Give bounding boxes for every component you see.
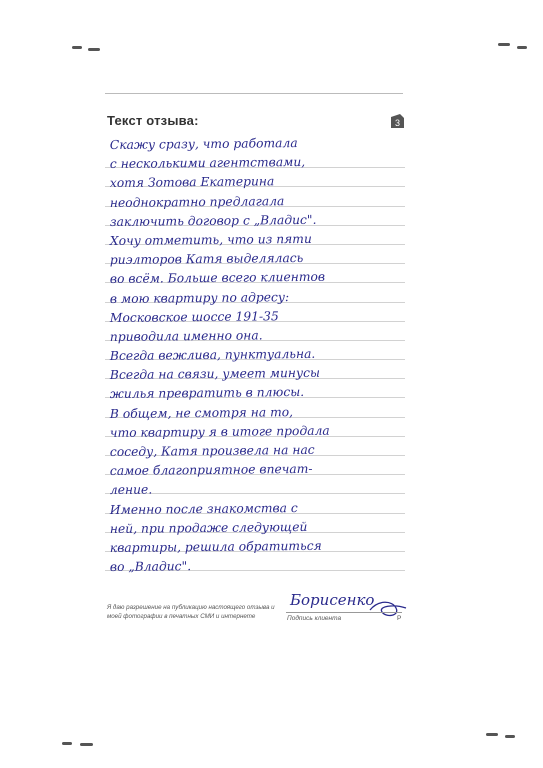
review-line: Именно после знакомства с	[109, 500, 298, 517]
review-line: самое благоприятное впечат-	[109, 462, 313, 479]
header-rule	[105, 93, 403, 94]
form-title: Текст отзыва:	[107, 113, 199, 128]
signature-line	[286, 612, 402, 613]
page-corner-badge-icon	[388, 112, 406, 130]
punch-mark	[486, 733, 498, 736]
review-line: неоднократно предлагала	[109, 193, 285, 210]
publication-consent: Я даю разрешение на публикацию настоящего отзыва и моей фотографии в печатных СМИ и интернете	[107, 604, 275, 620]
svg-text:3: 3	[394, 118, 401, 128]
review-line: заключить договор с „Владис".	[109, 212, 317, 229]
punch-mark	[498, 43, 510, 46]
review-line: соседу, Катя произвела на нас	[109, 442, 315, 460]
review-line: жилья превратить в плюсы.	[109, 385, 305, 402]
review-line: риэлторов Катя выделялась	[109, 251, 304, 268]
signature-flourish	[368, 598, 408, 620]
review-line: в мою квартиру по адресу:	[109, 289, 290, 306]
review-line: приводила именно она.	[109, 328, 263, 344]
review-line: хотя Зотова Екатерина	[109, 174, 275, 191]
punch-mark	[72, 46, 82, 49]
handwritten-review	[110, 136, 410, 577]
punch-mark	[88, 48, 100, 51]
review-line: Хочу отметить, что из пяти	[109, 231, 312, 248]
punch-mark	[62, 742, 72, 745]
punch-mark	[505, 735, 515, 738]
punch-mark	[517, 46, 527, 49]
review-line: ней, при продаже следующей	[109, 519, 308, 536]
punch-mark	[80, 743, 93, 746]
review-line: Московское шоссе 191-35	[109, 308, 279, 325]
review-line: Всегда вежлива, пунктуальна.	[109, 346, 316, 364]
review-line: с несколькими агентствами,	[109, 155, 306, 172]
review-line: ление.	[109, 482, 153, 498]
review-line: что квартиру я в итоге продала	[109, 423, 330, 440]
review-line: В общем, не смотря на то,	[109, 404, 294, 421]
signature-caption: Подпись клиента	[287, 615, 342, 622]
review-line: во „Владис".	[109, 559, 192, 575]
signature-suffix: Р	[397, 615, 402, 622]
review-line: во всём. Больше всего клиентов	[109, 270, 326, 287]
client-signature: Борисенко	[290, 591, 375, 609]
review-line: Скажу сразу, что работала	[109, 136, 298, 153]
review-line: Всегда на связи, умеет минусы	[109, 366, 321, 383]
review-line: квартиры, решила обратиться	[109, 538, 322, 555]
